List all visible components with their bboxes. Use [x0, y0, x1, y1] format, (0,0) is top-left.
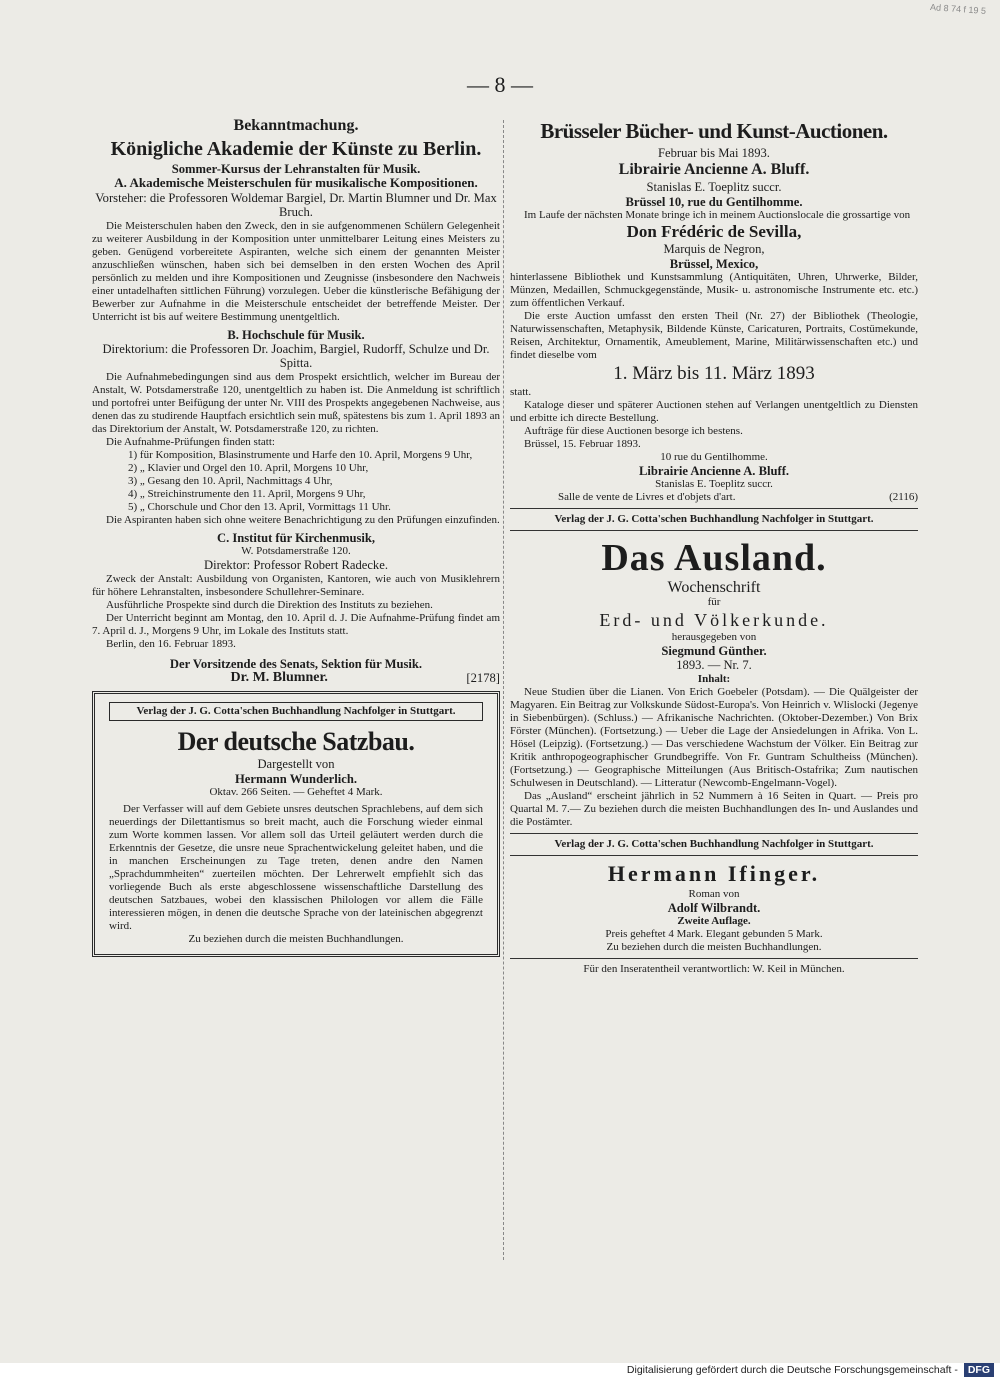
rule: [510, 530, 918, 531]
ausland-publisher: Verlag der J. G. Cotta'schen Buchhandlung Nachfolger in Stuttgart.: [554, 513, 874, 526]
contents-label: Inhalt:: [697, 672, 731, 685]
novel-edition: Zweite Auflage.: [677, 915, 751, 928]
exam-item: 4) „ Streichinstrumente den 11. April, Morgens 9 Uhr,: [128, 487, 366, 500]
ad-book-title: Der deutsche Satzbau.: [177, 727, 415, 757]
ausland-subject: Erd- und Völkerkunde.: [599, 609, 829, 630]
ad-publisher-banner: Verlag der J. G. Cotta'schen Buchhandlung Nachfolger in Stuttgart.: [109, 702, 483, 721]
bookshop-owner-repeat: Stanislas E. Toeplitz succr.: [655, 478, 773, 491]
ad-price: Oktav. 266 Seiten. — Geheftet 4 Mark.: [209, 786, 383, 799]
exam-item: 1) für Komposition, Blasinstrumente und Harfe den 10. April, Morgens 9 Uhr,: [128, 448, 473, 461]
left-column: [92, 116, 500, 957]
novel-publisher: Verlag der J. G. Cotta'schen Buchhandlung Nachfolger in Stuttgart.: [554, 837, 874, 850]
place-date: Brüssel, 15. Februar 1893.: [524, 438, 641, 451]
rule: [510, 508, 918, 509]
announcement-date: Berlin, den 16. Februar 1893.: [106, 637, 236, 650]
ausland-subscription: Das „Ausland“ erscheint jährlich in 52 Nummern à 16 Seiten in Quart. — Preis pro Quartal M. 7.— Zu beziehen durch die meisten Buchhandlungen des In- und Auslandes und die Postämter.: [510, 789, 918, 828]
auction-reference: (2116): [889, 491, 918, 504]
course-title: Sommer-Kursus der Lehranstalten für Musik.: [171, 162, 421, 176]
salle-text: Salle de vente de Livres et d'objets d'art.: [558, 491, 736, 504]
ad-availability: Zu beziehen durch die meisten Buchhandlungen.: [188, 933, 404, 946]
novel-price: Preis geheftet 4 Mark. Elegant gebunden 5 Mark.: [605, 928, 823, 941]
section-b-text: Die Aufnahmebedingungen sind aus dem Prospekt ersichtlich, welcher im Bureau der Anstalt, W. Potsdamerstraße 120, unentgeltlich zu haben ist. Die Anmeldung ist schriftlich und portofrei unter Beifügung der unter Nr. VIII des Prospekts angegebenen Nachweise, aus denen das zu studirende Hauptfach ersichtlich sein muß, spätestens bis zum 1. April 1893 an das Direktorium der Anstalt, W. Potsdamerstraße 120, zu richten.: [92, 370, 500, 435]
academy-name: Königliche Akademie der Künste zu Berlin.: [110, 138, 482, 160]
section-a-title: A. Akademische Meisterschulen für musikalische Kompositionen.: [114, 175, 478, 191]
senate-signoff: Der Vorsitzende des Senats, Sektion für Musik.: [169, 656, 423, 671]
ausland-weekly: Wochenschrift: [667, 579, 761, 597]
ausland-editor: Siegmund Günther.: [661, 643, 767, 658]
exams-intro: Die Aufnahme-Prüfungen finden statt:: [106, 435, 275, 448]
archive-pencil-mark: Ad 8 74 f 19 5: [929, 2, 987, 16]
auction-intro: Im Laufe der nächsten Monate bringe ich in meinem Auctionslocale die grossartige von: [524, 209, 911, 222]
ausland-edited: herausgegeben von: [671, 630, 757, 643]
address-repeat: 10 rue du Gentilhomme.: [660, 451, 768, 464]
ad-byline: Dargestellt von: [257, 757, 335, 772]
section-c-start: Der Unterricht beginnt am Montag, den 10. April d. J. Die Aufnahme-Prüfung findet am 7. April d. J., Morgens 9 Uhr, im Lokale des Instituts statt.: [92, 611, 500, 637]
exam-item: 3) „ Gesang den 10. April, Nachmittags 4 Uhr,: [128, 474, 333, 487]
ad-description: Der Verfasser will auf dem Gebiete unsres deutschen Sprachlebens, auf dem sich neuerdings der Dilettantismus so breit macht, auch die Forschung wieder einmal zum Worte kommen lassen. Vor allem soll das Urteil geläutert werden durch die Erkenntnis der Gesetze, die unsre neue Sprachentwickelung geleitet haben, und die in manchen Erscheinungen zu Tage treten, denen andre den Namen „Sprachdummheiten“ zuerteilen möchten. Der Lehrerwelt empfiehlt sich das vorliegende Buch als erste abgeschlossene wissenschaftliche Darstellung des deutschen Satzbaues, wobei den klassischen Philologen vor allem die Fälle interessieren mögen, in denen die deutsche Sprache von der lateinischen abgegrenzt wird.: [109, 803, 483, 933]
section-c-title: C. Institut für Kirchenmusik,: [216, 530, 376, 545]
orders-text: Aufträge für diese Auctionen besorge ich bestens.: [524, 425, 743, 438]
announcement-heading: Bekanntmachung.: [233, 117, 359, 134]
collector-cities: Brüssel, Mexico,: [669, 256, 759, 271]
satzbau-advertisement: [92, 691, 500, 957]
novel-genre: Roman von: [688, 887, 740, 900]
auction-title: Brüsseler Bücher- und Kunst-Auctionen.: [540, 119, 888, 143]
bookshop-name: Librairie Ancienne A. Bluff.: [618, 161, 810, 179]
page-number: — 8 —: [467, 72, 533, 97]
responsible-editor: Für den Inseratentheil verantwortlich: W. Keil in München.: [583, 963, 845, 976]
section-c-address: W. Potsdamerstraße 120.: [241, 545, 351, 558]
reference-number: [2178]: [466, 671, 500, 686]
exams-note: Die Aspiranten haben sich ohne weitere Benachrichtigung zu den Prüfungen einzufinden.: [106, 513, 500, 526]
section-a-text: Die Meisterschulen haben den Zweck, den in sie aufgenommenen Schülern Gelegenheit zu weiterer Ausbildung in der Komposition unter unmittelbarer Leitung eines Meisters zu geben. Genügend vorbereitete Aspiranten, welche sich einem der genannten Meister anzuschließen wünschen, haben sich bei demselben in den ersten Wochen des April persönlich zu melden und ihre Kompositionen und Zeugnisse (insbesondere den Nachweis einer untadelhaften sittlichen Führung) vorzulegen. Ueber die künstlerische Befähigung der Bewerber zur Aufnahme in die Meisterschule entscheidet der betreffende Meister. Der Unterricht ist bis auf weitere Bestimmung unentgeltlich.: [92, 219, 500, 323]
section-b-title: B. Hochschule für Musik.: [227, 327, 365, 342]
column-divider: [503, 120, 504, 1260]
bookshop-address: Brüssel 10, rue du Gentilhomme.: [625, 194, 803, 209]
novel-author: Adolf Wilbrandt.: [667, 900, 761, 915]
novel-availability: Zu beziehen durch die meisten Buchhandlungen.: [606, 941, 822, 954]
ad-author: Hermann Wunderlich.: [235, 771, 357, 786]
ausland-issue: 1893. — Nr. 7.: [676, 658, 752, 673]
bookshop-name-repeat: Librairie Ancienne A. Bluff.: [638, 464, 790, 479]
collector-title: Marquis de Negron,: [663, 242, 765, 257]
section-c-director: Direktor: Professor Robert Radecke.: [204, 558, 388, 573]
auction-date-highlight: 1. März bis 11. März 1893: [613, 363, 815, 385]
first-auction-text: Die erste Auction umfasst den ersten Theil (Nr. 27) der Bibliothek (Theologie, Naturwissenschaften, Metaphysik, Bildende Künste, Caricaturen, Portraits, Costümekunde, Reisen, Architektur, Ornamentik, Ameublement, Marine, Militärwissenschaften etc.) und findet dieselbe vom: [510, 310, 918, 362]
right-column: [510, 116, 918, 976]
salle-line: [510, 491, 918, 504]
rule: [510, 958, 918, 959]
signature-line: [92, 671, 500, 685]
collector-name: Don Frédéric de Sevilla,: [626, 222, 802, 242]
section-b-heads: Direktorium: die Professoren Dr. Joachim, Bargiel, Rudorff, Schulze und Dr. Spitta.: [102, 342, 490, 371]
exam-list: [128, 449, 500, 514]
ausland-contents: Neue Studien über die Lianen. Von Erich Goebeler (Potsdam). — Die Quälgeister der Magyaren. Ein Beitrag zur Volkskunde Südost-Europa's. Von Heinrich v. Wlislocki (Jegenye in Siebenbürgen). (Schluss.) — Afrikanische Nachrichten. (Oktober-Dezember.) Von Brix Förster (München). (Fortsetzung.) — Ueber die Lage der Ansiedelungen in Afrika. Von L. Hösel (Leipzig). (Fortsetzung.) — Das verschiedene Wachstum der Völker. Ein Beitrag zur Kritik anthropogeographischer Grundbegriffe. Von Fr. Guntram Schultheiss (München). (Fortsetzung.) — Geographische Mitteilungen (Aus Britisch-Ostafrika; Zum nautischen Schulwesen in Deutschland). — Litteratur (Newcomb-Engelmann-Vogel).: [510, 685, 918, 789]
section-c-purpose: Zweck der Anstalt: Ausbildung von Organisten, Kantoren, wie auch von Musiklehrern für höhere Lehranstalten, insbesondere Schullehrer-Seminare.: [92, 572, 500, 598]
catalogues-text: Kataloge dieser und späterer Auctionen stehen auf Verlangen unentgeltlich zu Diensten und erbitte ich directe Bestellung.: [510, 399, 918, 425]
dfg-logo: DFG: [964, 1363, 994, 1377]
footer-text: Digitalisierung gefördert durch die Deutsche Forschungsgemeinschaft -: [626, 1364, 958, 1376]
section-c-prospects: Ausführliche Prospekte sind durch die Direktion des Instituts zu beziehen.: [106, 598, 433, 611]
ausland-title: Das Ausland.: [601, 537, 827, 580]
digitization-footer: [0, 1363, 1000, 1377]
rule: [510, 855, 918, 856]
exam-item: 5) „ Chorschule und Chor den 13. April, Vormittags 11 Uhr.: [128, 500, 391, 513]
bookshop-owner: Stanislas E. Toeplitz succr.: [646, 180, 782, 195]
ausland-fuer: für: [707, 595, 721, 608]
rule: [510, 833, 918, 834]
auction-dates-range: Februar bis Mai 1893.: [658, 146, 770, 160]
signer-name: Dr. M. Blumner.: [230, 670, 328, 686]
exam-item: 2) „ Klavier und Orgel den 10. April, Morgens 10 Uhr,: [128, 461, 369, 474]
novel-title: Hermann Ifinger.: [607, 860, 821, 886]
section-a-heads: Vorsteher: die Professoren Woldemar Bargiel, Dr. Martin Blumner und Dr. Max Bruch.: [95, 190, 497, 220]
statt-text: statt.: [510, 386, 532, 399]
collection-description: hinterlassene Bibliothek und Kunstsammlung (Antiquitäten, Uhren, Uhrwerke, Bilder, Münzen, Medaillen, Schmuckgegenstände, Musik- u. astronomische Instrumente etc. etc.) zum öffentlichen Verkauf.: [510, 271, 918, 310]
